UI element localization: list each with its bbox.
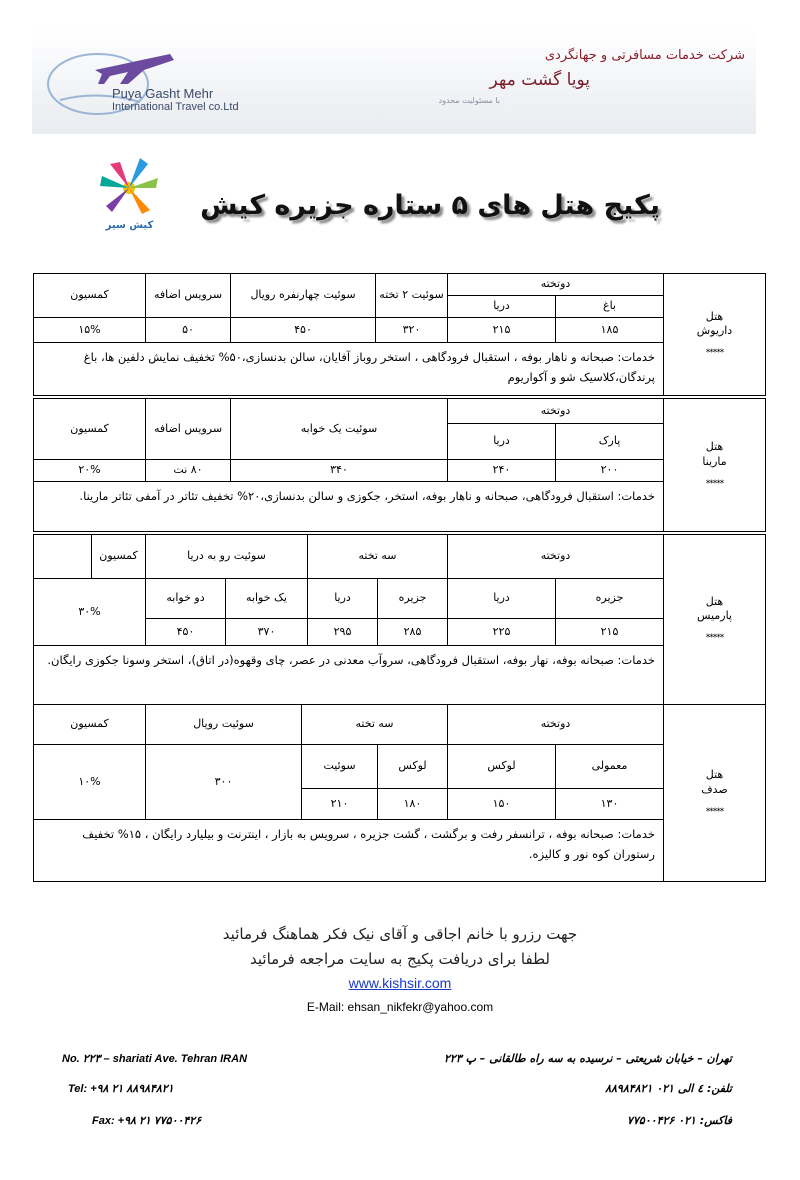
address-en: No. ۲۲۳ – shariati Ave. Tehran IRAN (62, 1053, 248, 1065)
sub-header-sea: دریا (448, 296, 556, 318)
telephone-en: Tel: +۹۸ ۲۱ ۸۸۹۸۴۸۲۱ (68, 1083, 174, 1095)
brand-name-fa: پویا گشت مهر (489, 70, 590, 90)
sub-header-sea: دریا (448, 579, 556, 619)
price-cell: ۲۲۵ (448, 619, 556, 646)
col-header-triple: سه تخته (308, 535, 448, 579)
col-header-royal-suite: سوئیت چهارنفره رویال (231, 274, 376, 318)
price-cell: ۲۱۵ (556, 619, 664, 646)
col-header-royal-suite: سوئیت رویال (146, 705, 302, 745)
col-header-extra-service: سرویس اضافه (146, 274, 231, 318)
hotel-label: هتل (705, 440, 724, 454)
hotel-services: خدمات: صبحانه بوفه ، ترانسفر رفت و برگشت ، گشت جزیره ، سرویس به بازار ، اینترنت و بیلیارد رایگان ، ۱۵% تخفیف رستوران کوه نور و کالیزه. (34, 820, 664, 882)
col-header-commission: کمسیون (34, 274, 146, 318)
hotel-table-marina (33, 398, 766, 532)
price-cell: ۳۴۰ (231, 460, 448, 482)
sub-header-sea: دریا (448, 424, 556, 460)
hotel-label: هتل (705, 594, 724, 608)
commission-cell: ۳۰% (34, 579, 146, 646)
kish-sir-logo-icon (92, 150, 167, 230)
price-cell: ۴۵۰ (146, 619, 226, 646)
price-cell: ۳۷۰ (226, 619, 308, 646)
hotel-name-cell (664, 399, 766, 532)
hotel-services: خدمات: صبحانه بوفه، نهار بوفه، استقبال فرودگاهی، سروآب معدنی در عصر، چای وقهوه(در اتاق)، استخر وسونا جکوزی رایگان. (34, 646, 664, 705)
company-subname-en: International Travel co.Ltd (112, 101, 239, 113)
price-cell: ۲۱۰ (302, 789, 378, 820)
sub-header-sea: دریا (308, 579, 378, 619)
company-name-en: Puya Gasht Mehr (112, 86, 214, 101)
hotel-name-cell (664, 535, 766, 705)
royal-suite-price: ۳۰۰ (146, 745, 302, 820)
hotel-name-cell (664, 705, 766, 882)
sub-header-lux: لوکس (378, 745, 448, 789)
sub-header-suite: سوئیت (302, 745, 378, 789)
telephone-fa: تلفن: ٤ الی ۰۲۱ ۸۸۹۸۴۸۲۱ (605, 1082, 732, 1095)
hotel-label: هتل (705, 309, 724, 323)
website-link[interactable]: www.kishsir.com (348, 975, 452, 991)
hotel-stars: ***** (705, 478, 724, 489)
company-name-fa: شرکت خدمات مسافرتی و جهانگردی (544, 48, 745, 63)
sub-header-island: جزیره (378, 579, 448, 619)
hotel-name-cell (664, 274, 766, 396)
price-cell: ۴۵۰ (231, 318, 376, 343)
col-header-suite-2bed: سوئیت ۲ تخته (376, 274, 448, 318)
hotel-stars: ***** (705, 348, 724, 359)
price-cell: ۱۸۵ (556, 318, 664, 343)
col-header-double: دوتخته (448, 274, 664, 296)
fax-fa: فاکس: ۰۲۱ ۷۷۵۰۰۴۲۶ (627, 1114, 732, 1127)
hotel-table-dariush (33, 273, 766, 396)
col-header-commission: کمسیون (34, 399, 146, 460)
col-header-one-bed-suite: سوئیت یک خوابه (231, 399, 448, 460)
price-cell: ۳۲۰ (376, 318, 448, 343)
hotel-name: داریوش (696, 324, 733, 338)
hotel-name: مارینا (702, 454, 727, 468)
sub-header-regular: معمولی (556, 745, 664, 789)
empty-cell (34, 535, 92, 579)
price-cell: ۵۰ (146, 318, 231, 343)
email-address: E-Mail: ehsan_nikfekr@yahoo.com (306, 1000, 494, 1014)
hotel-table-parmis (33, 534, 766, 705)
price-cell: ۱۸۰ (378, 789, 448, 820)
col-header-commission: کمسیون (92, 535, 146, 579)
sub-header-two-bedroom: دو خوابه (146, 579, 226, 619)
hotel-table-sadaf (33, 704, 766, 882)
fax-en: Fax: +۹۸ ۲۱ ۷۷۵۰۰۴۲۶ (92, 1115, 202, 1127)
col-header-extra-service: سرویس اضافه (146, 399, 231, 460)
commission-cell: ۱۰% (34, 745, 146, 820)
commission-cell: ۲۰% (34, 460, 146, 482)
price-cell: ۲۰۰ (556, 460, 664, 482)
price-cell: ۲۴۰ (448, 460, 556, 482)
hotel-name: صدف (701, 782, 728, 796)
sub-header-garden: باغ (556, 296, 664, 318)
col-header-double: دوتخته (448, 399, 664, 424)
hotel-stars: ***** (705, 633, 724, 644)
hotel-services: خدمات: صبحانه و ناهار بوفه ، استقبال فرودگاهی ، استخر روباز آفایان، سالن بدنسازی،۵۰% تخفیف نمایش دلفین ها، باغ پرندگان،کلاسیک شو و آکواریوم (34, 343, 664, 396)
price-cell: ۲۸۵ (378, 619, 448, 646)
hotel-name: پارمیس (697, 609, 732, 623)
commission-cell: ۱۵% (34, 318, 146, 343)
reservation-contact: جهت رزرو با خانم اجاقی و آقای نیک فکر هماهنگ فرمائید (222, 925, 578, 943)
col-header-double: دوتخته (448, 705, 664, 745)
package-site-note: لطفا برای دریافت پکیج به سایت مراجعه فرمائید (250, 950, 550, 968)
col-header-sea-view-suite: سوئیت رو به دریا (146, 535, 308, 579)
address-fa: تهران – خیابان شریعتی – نرسیده به سه راه طالقانی – پ ۲۲۳ (444, 1052, 732, 1065)
hotel-services: خدمات: استقبال فرودگاهی، صبحانه و ناهار بوفه، استخر، جکوزی و سالن بدنسازی،۲۰% تخفیف تئاتر در آمفی تئاتر مارینا. (34, 482, 664, 532)
price-cell: ۸۰ نت (146, 460, 231, 482)
sub-header-island: جزیره (556, 579, 664, 619)
page-title: پکیج هتل های ۵ ستاره جزیره کیش (200, 190, 660, 221)
kish-sir-logo-text: کیش سیر (105, 220, 154, 231)
col-header-triple: سه تخته (302, 705, 448, 745)
price-cell: ۱۳۰ (556, 789, 664, 820)
sub-header-park: پارک (556, 424, 664, 460)
col-header-commission: کمسیون (34, 705, 146, 745)
price-cell: ۲۱۵ (448, 318, 556, 343)
sub-header-one-bedroom: یک خوابه (226, 579, 308, 619)
company-tagline: با مسئولیت محدود (438, 96, 500, 105)
price-cell: ۱۵۰ (448, 789, 556, 820)
price-cell: ۲۹۵ (308, 619, 378, 646)
sub-header-lux: لوکس (448, 745, 556, 789)
hotel-stars: ***** (705, 806, 724, 817)
col-header-double: دوتخته (448, 535, 664, 579)
hotel-label: هتل (705, 768, 724, 782)
